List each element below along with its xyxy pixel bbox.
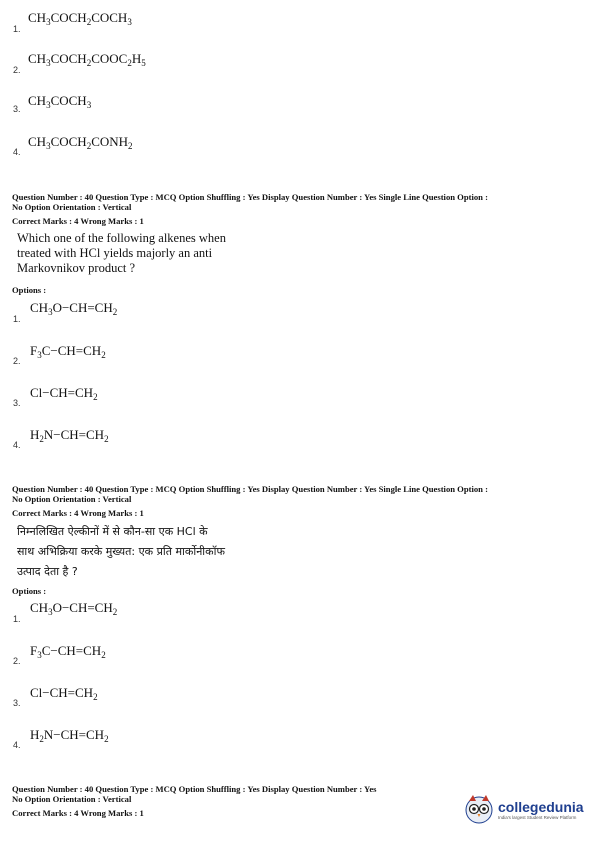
collegedunia-logo (462, 792, 584, 826)
option-number: 1. (13, 314, 21, 324)
question-meta: Question Number : 40 Question Type : MCQ Option Shuffling : Yes Display Question Number : Yes (12, 784, 377, 794)
option-number: 2. (13, 656, 21, 666)
option-formula: $F_3C-CH=CH_2$ (30, 343, 106, 360)
question-meta: Question Number : 40 Question Type : MCQ Option Shuffling : Yes Display Question Number : Yes Single Line Question Option : (12, 192, 488, 202)
question-marks: Correct Marks : 4 Wrong Marks : 1 (12, 808, 144, 818)
question-marks: Correct Marks : 4 Wrong Marks : 1 (12, 216, 144, 226)
options-label: Options : (12, 586, 47, 596)
option-formula: $CH_3COCH_2CONH_2$ (28, 134, 133, 151)
option-formula: $CH_3COCH_2COOC_2H_5$ (28, 51, 146, 68)
option-formula: $CH_3COCH_3$ (28, 93, 92, 110)
option-number: 4. (13, 740, 21, 750)
option-formula: $H_2N-CH=CH_2$ (30, 727, 109, 744)
option-formula: $CH_3COCH_2COCH_3$ (28, 10, 132, 27)
option-number: 3. (13, 398, 21, 408)
options-label: Options : (12, 285, 47, 295)
owl-mascot-icon (462, 792, 496, 826)
option-number: 3. (13, 698, 21, 708)
option-formula: $Cl-CH=CH_2$ (30, 685, 98, 702)
option-number: 1. (13, 24, 21, 34)
logo-tagline: India's largest Student Review Platform (498, 814, 577, 820)
option-number: 3. (13, 104, 21, 114)
option-formula: $H_2N-CH=CH_2$ (30, 427, 109, 444)
question-meta: No Option Orientation : Vertical (12, 494, 132, 504)
option-number: 4. (13, 147, 21, 157)
option-number: 2. (13, 356, 21, 366)
logo-name: collegedunia (498, 798, 584, 815)
option-number: 2. (13, 65, 21, 75)
option-formula: $Cl-CH=CH_2$ (30, 385, 98, 402)
option-number: 4. (13, 440, 21, 450)
question-text: Which one of the following alkenes when treated with HCl yields majorly an anti Markovnikov product ? (17, 231, 226, 275)
option-formula: $CH_3O-CH=CH_2$ (30, 300, 118, 317)
question-meta: No Option Orientation : Vertical (12, 202, 132, 212)
option-formula: $CH_3O-CH=CH_2$ (30, 600, 118, 617)
option-formula: $F_3C-CH=CH_2$ (30, 643, 106, 660)
question-meta: Question Number : 40 Question Type : MCQ Option Shuffling : Yes Display Question Number : Yes Single Line Question Option : (12, 484, 488, 494)
question-meta: No Option Orientation : Vertical (12, 794, 132, 804)
option-number: 1. (13, 614, 21, 624)
question-marks: Correct Marks : 4 Wrong Marks : 1 (12, 508, 144, 518)
question-text: निम्नलिखित ऐल्कीनों में से कौन-सा एक HCl के साथ अभिक्रिया करके मुख्यत: एक प्रति मार्कोनीकॉफ उत्पाद देता है ? (17, 525, 225, 578)
